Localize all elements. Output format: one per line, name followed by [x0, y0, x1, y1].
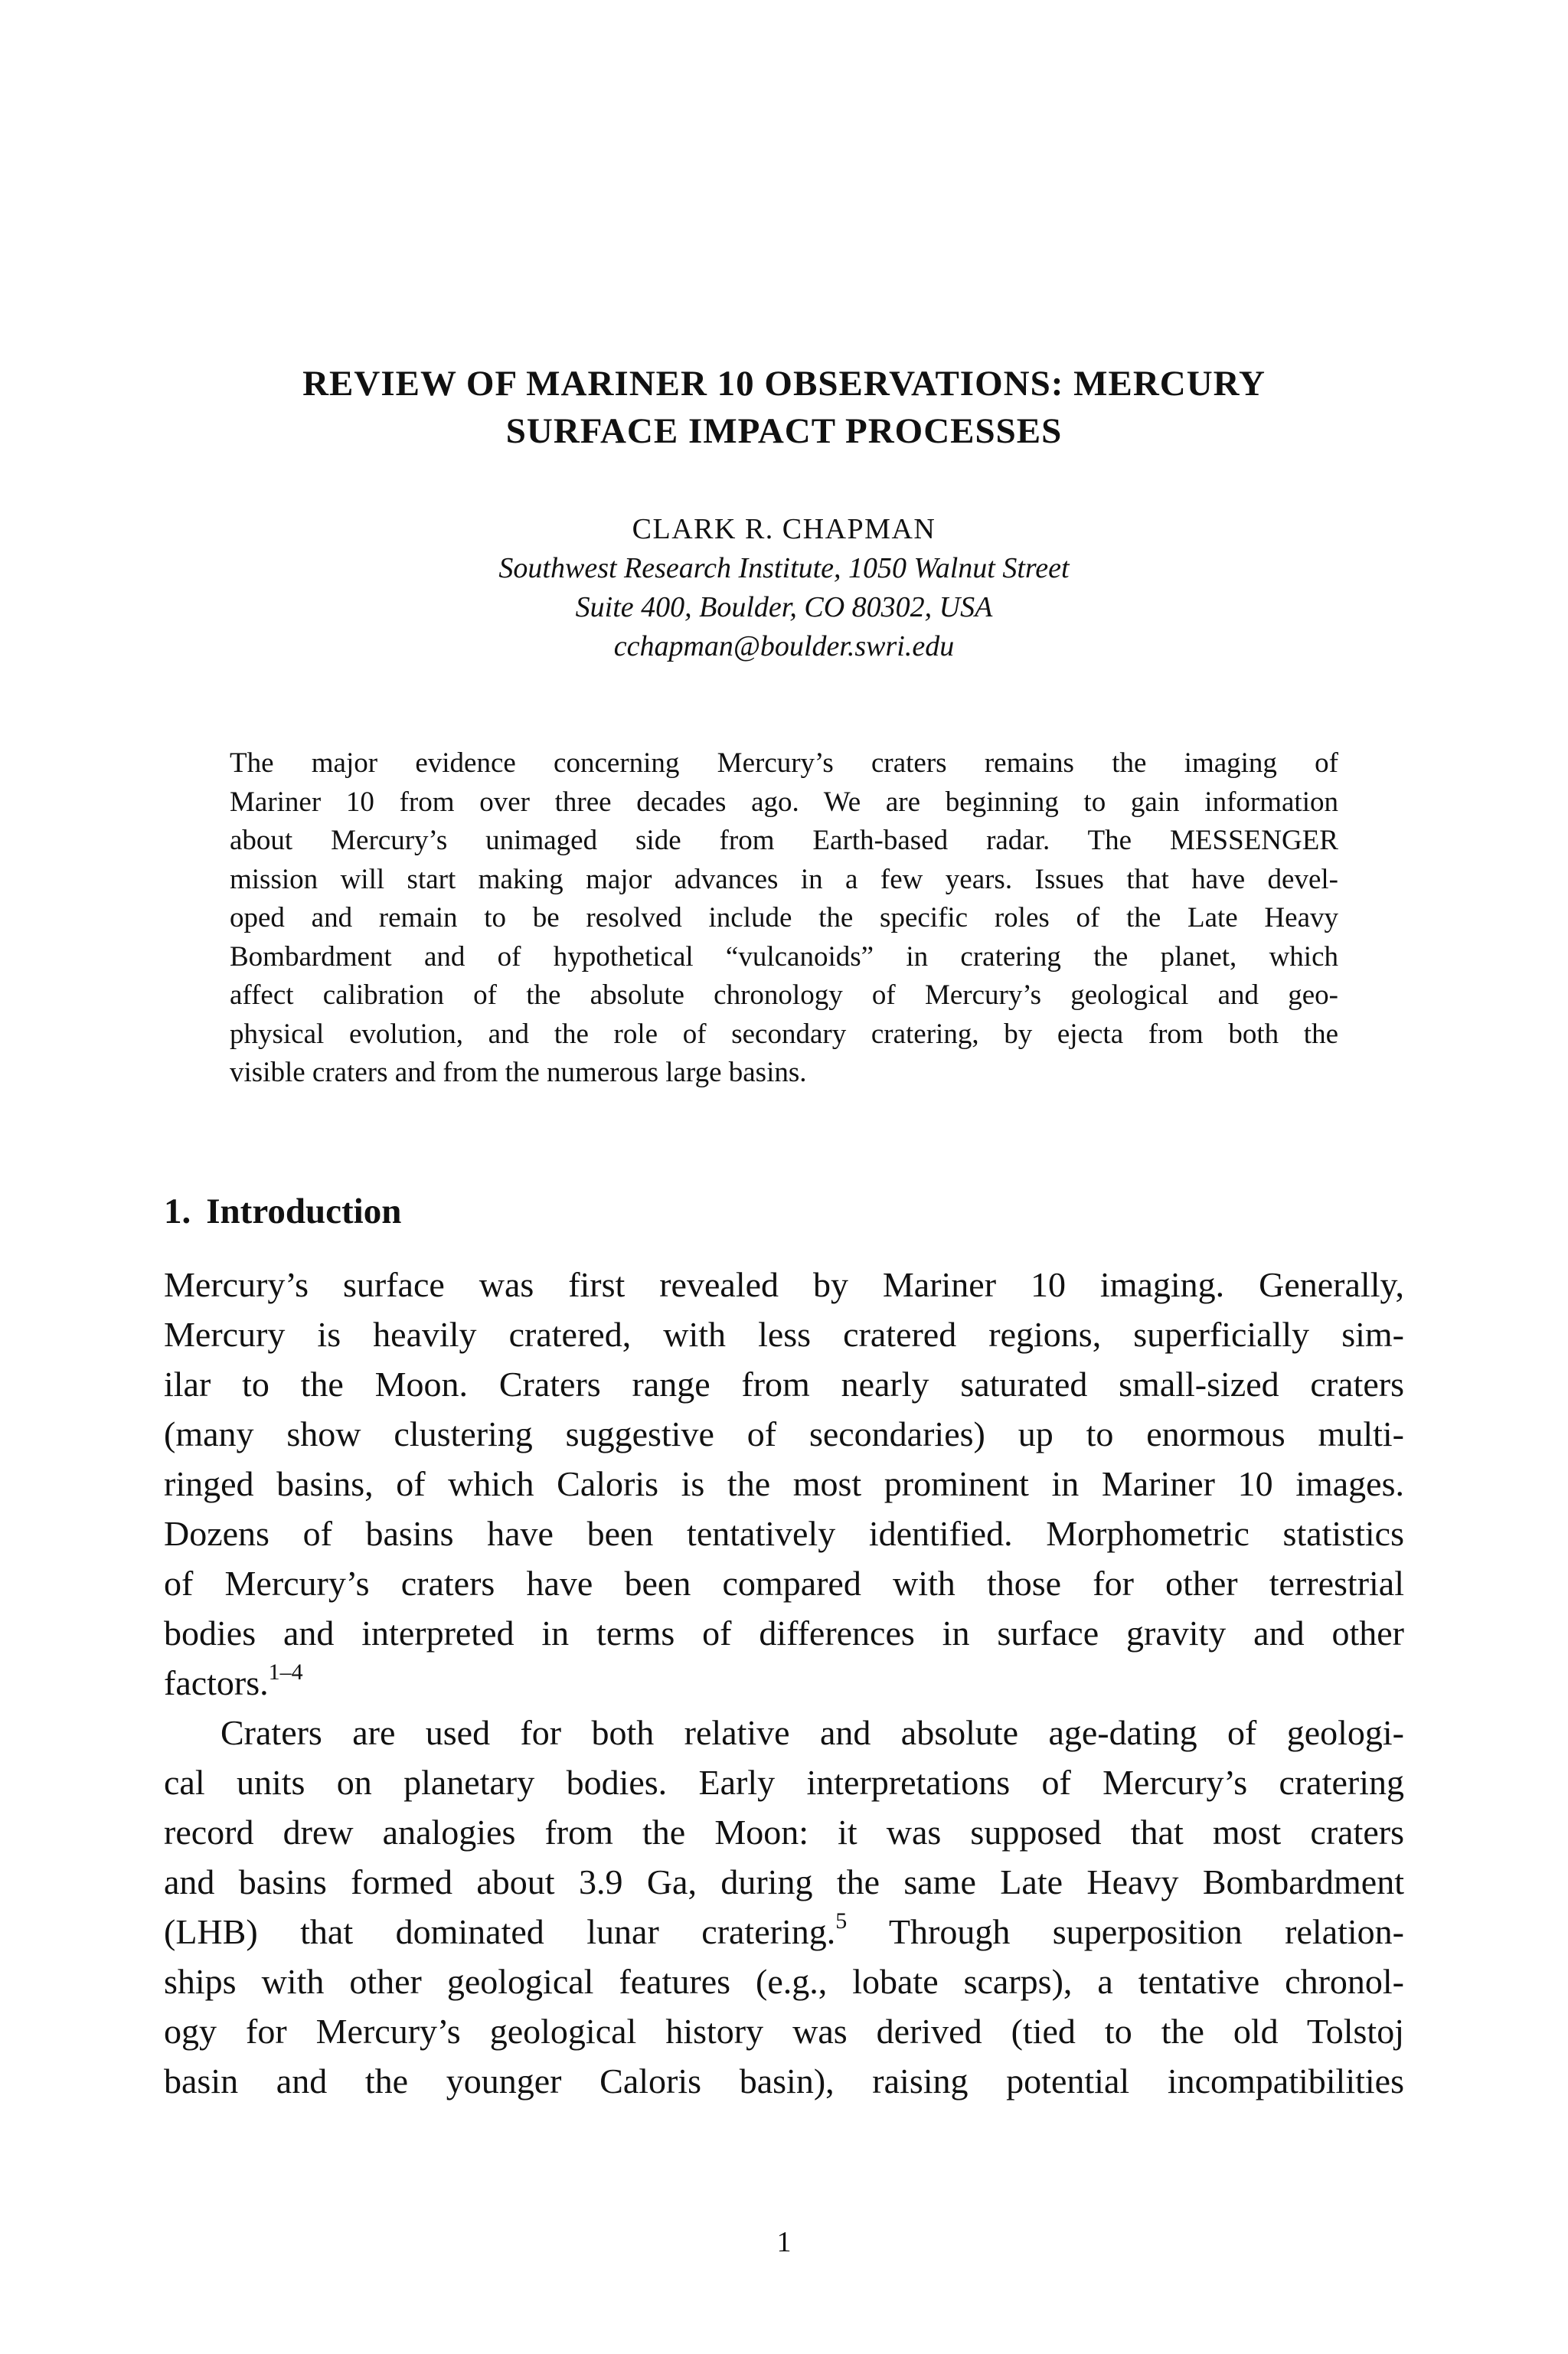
paragraph-text: (LHB) that dominated lunar cratering. [164, 1912, 836, 1951]
paragraph-line: bodies and interpreted in terms of differences in surface gravity and other [164, 1613, 1404, 1653]
affiliation-line-1: Southwest Research Institute, 1050 Walnut Street [498, 552, 1070, 584]
paragraph-line: ringed basins, of which Caloris is the most prominent in Mariner 10 images. [164, 1464, 1404, 1503]
abstract-line: mission will start making major advances in a few years. Issues that have devel- [230, 863, 1338, 895]
abstract-line: The major evidence concerning Mercury’s craters remains the imaging of [230, 747, 1338, 779]
abstract-line: about Mercury’s unimaged side from Earth-based radar. The MESSENGER [230, 825, 1338, 856]
citation-superscript: 5 [835, 1908, 848, 1934]
paragraph-line: record drew analogies from the Moon: it was supposed that most craters [164, 1813, 1404, 1852]
title-line-1: REVIEW OF MARINER 10 OBSERVATIONS: MERCURY [302, 364, 1266, 404]
abstract [230, 744, 1338, 1093]
title-line-2: SURFACE IMPACT PROCESSES [505, 411, 1063, 451]
citation-superscript: 1–4 [268, 1659, 303, 1685]
abstract-line: physical evolution, and the role of secondary cratering, by ejecta from both the [230, 1018, 1338, 1050]
paragraph-text: factors. [164, 1663, 269, 1702]
paragraph-line: basin and the younger Caloris basin), raising potential incompatibilities [164, 2061, 1404, 2101]
abstract-line: visible craters and from the numerous large basins. [230, 1057, 807, 1088]
paragraph-2 [164, 1708, 1404, 2106]
paragraph-line: Craters are used for both relative and absolute age-dating of geologi- [220, 1713, 1404, 1752]
paragraph-line: Mercury’s surface was first revealed by Mariner 10 imaging. Generally, [164, 1265, 1404, 1304]
abstract-line: Bombardment and of hypothetical “vulcanoids” in cratering the planet, which [230, 940, 1338, 973]
section-title: Introduction [206, 1192, 402, 1231]
paper-title [153, 360, 1415, 455]
paragraph-line: and basins formed about 3.9 Ga, during the same Late Heavy Bombardment [164, 1862, 1404, 1901]
page-number: 1 [776, 2226, 792, 2258]
abstract-line: Mariner 10 from over three decades ago. We are beginning to gain information [230, 786, 1338, 818]
abstract-line: affect calibration of the absolute chronology of Mercury’s geological and geo- [230, 979, 1338, 1011]
paragraph-line: of Mercury’s craters have been compared with those for other terrestrial [164, 1564, 1404, 1603]
abstract-line: oped and remain to be resolved include the specific roles of the Late Heavy [230, 902, 1338, 933]
affiliation-line-2: Suite 400, Boulder, CO 80302, USA [575, 591, 993, 623]
paragraph-text: Through superposition relation- [847, 1912, 1404, 1951]
section-heading [164, 1188, 401, 1234]
paragraph-line: (many show clustering suggestive of secondaries) up to enormous multi- [164, 1414, 1404, 1453]
paragraph-line: ships with other geological features (e.g., lobate scarps), a tentative chronol- [164, 1962, 1404, 2001]
author-email: cchapman@boulder.swri.edu [613, 630, 955, 662]
paragraph-line: Mercury is heavily cratered, with less cratered regions, superficially sim- [164, 1315, 1404, 1354]
paragraph-line: ilar to the Moon. Craters range from nearly saturated small-sized craters [164, 1365, 1404, 1404]
paragraph-line: cal units on planetary bodies. Early interpretations of Mercury’s cratering [164, 1763, 1404, 1802]
paragraph-line [164, 1658, 1404, 1708]
author-name: CLARK R. CHAPMAN [632, 513, 936, 545]
paragraph-line [164, 1907, 1404, 1957]
section-number: 1. [164, 1192, 191, 1231]
paragraph-line: Dozens of basins have been tentatively identified. Morphometric statistics [164, 1514, 1404, 1553]
author-block [230, 510, 1338, 666]
paragraph-line: ogy for Mercury’s geological history was derived (tied to the old Tolstoj [164, 2012, 1404, 2051]
paragraph-1 [164, 1260, 1404, 1708]
